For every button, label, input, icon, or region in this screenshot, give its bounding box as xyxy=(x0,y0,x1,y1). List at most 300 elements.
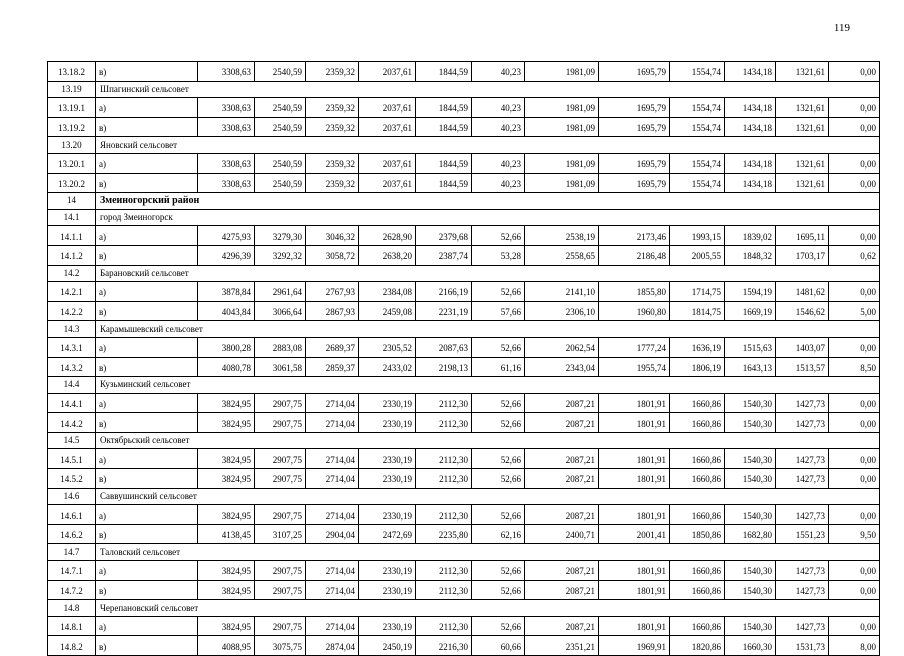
table-cell-value: 1551,23 xyxy=(776,524,829,544)
row-code: 14.5 xyxy=(48,432,96,449)
table-cell-value: 2538,19 xyxy=(525,226,599,246)
table-cell-value: 3824,95 xyxy=(198,616,255,636)
table-cell-value: 2198,13 xyxy=(416,357,472,377)
row-code: 14.8.2 xyxy=(48,636,96,656)
table-cell-value: 2384,08 xyxy=(359,282,416,302)
table-cell-value: 1434,18 xyxy=(725,173,776,193)
table-cell-value: 1660,86 xyxy=(670,469,725,489)
table-cell-value: 2359,32 xyxy=(306,173,359,193)
table-cell-value: 2874,04 xyxy=(306,636,359,656)
table-cell-value: 2037,61 xyxy=(359,153,416,173)
table-cell-value: 2330,19 xyxy=(359,580,416,600)
table-cell-value: 61,16 xyxy=(472,357,525,377)
table-row xyxy=(48,505,880,525)
table-cell-value: 1321,61 xyxy=(776,173,829,193)
table-cell-value: 0,00 xyxy=(829,153,880,173)
table-cell-value: 2037,61 xyxy=(359,117,416,137)
table-cell-value: 2330,19 xyxy=(359,616,416,636)
section-name: Кузьминский сельсовет xyxy=(96,377,880,394)
table-cell-value: 2087,21 xyxy=(525,469,599,489)
table-cell-value: 2037,61 xyxy=(359,173,416,193)
row-subtype: а) xyxy=(96,449,198,469)
table-cell-value: 2112,30 xyxy=(416,580,472,600)
table-cell-value: 4043,84 xyxy=(198,301,255,321)
table-cell-value: 4275,93 xyxy=(198,226,255,246)
table-cell-value: 0,00 xyxy=(829,282,880,302)
table-cell-value: 1801,91 xyxy=(599,580,670,600)
table-row xyxy=(48,561,880,581)
section-name: Таловский сельсовет xyxy=(96,544,880,561)
table-cell-value: 2231,19 xyxy=(416,301,472,321)
row-code: 14.3 xyxy=(48,321,96,338)
table-cell-value: 1660,30 xyxy=(725,636,776,656)
table-row xyxy=(48,117,880,137)
table-cell-value: 2904,04 xyxy=(306,524,359,544)
table-cell-value: 3308,63 xyxy=(198,153,255,173)
table-cell-value: 62,16 xyxy=(472,524,525,544)
table-cell-value: 2112,30 xyxy=(416,561,472,581)
row-code: 14.2.2 xyxy=(48,301,96,321)
table-cell-value: 1434,18 xyxy=(725,62,776,82)
table-cell-value: 1993,15 xyxy=(670,226,725,246)
row-subtype: в) xyxy=(96,524,198,544)
table-row xyxy=(48,616,880,636)
section-name: Октябрьский сельсовет xyxy=(96,432,880,449)
table-cell-value: 3308,63 xyxy=(198,117,255,137)
table-cell-value: 1427,73 xyxy=(776,469,829,489)
table-cell-value: 3066,64 xyxy=(255,301,306,321)
row-code: 13.20 xyxy=(48,137,96,154)
table-cell-value: 1531,73 xyxy=(776,636,829,656)
table-cell-value: 2714,04 xyxy=(306,505,359,525)
table-cell-value: 2714,04 xyxy=(306,413,359,433)
row-code: 14 xyxy=(48,193,96,210)
table-cell-value: 2359,32 xyxy=(306,98,359,118)
table-cell-value: 2387,74 xyxy=(416,245,472,265)
row-code: 14.5.2 xyxy=(48,469,96,489)
table-cell-value: 2714,04 xyxy=(306,580,359,600)
table-cell-value: 1434,18 xyxy=(725,98,776,118)
section-header-row xyxy=(48,432,880,449)
table-cell-value: 1540,30 xyxy=(725,561,776,581)
table-cell-value: 2558,65 xyxy=(525,245,599,265)
section-name: Карамышевский сельсовет xyxy=(96,321,880,338)
table-cell-value: 2112,30 xyxy=(416,616,472,636)
row-code: 13.19.2 xyxy=(48,117,96,137)
row-subtype: а) xyxy=(96,153,198,173)
table-cell-value: 60,66 xyxy=(472,636,525,656)
row-subtype: а) xyxy=(96,505,198,525)
table-row xyxy=(48,636,880,656)
table-cell-value: 2112,30 xyxy=(416,469,472,489)
table-cell-value: 2005,55 xyxy=(670,245,725,265)
table-cell-value: 1594,19 xyxy=(725,282,776,302)
table-cell-value: 0,00 xyxy=(829,505,880,525)
row-code: 14.5.1 xyxy=(48,449,96,469)
table-cell-value: 2907,75 xyxy=(255,561,306,581)
table-cell-value: 1844,59 xyxy=(416,62,472,82)
row-code: 14.1.2 xyxy=(48,245,96,265)
row-subtype: а) xyxy=(96,393,198,413)
table-cell-value: 3824,95 xyxy=(198,561,255,581)
table-cell-value: 2330,19 xyxy=(359,413,416,433)
table-cell-value: 1695,79 xyxy=(599,98,670,118)
table-cell-value: 1434,18 xyxy=(725,117,776,137)
table-cell-value: 2907,75 xyxy=(255,449,306,469)
table-cell-value: 2714,04 xyxy=(306,561,359,581)
row-code: 14.6.2 xyxy=(48,524,96,544)
table-cell-value: 2689,37 xyxy=(306,337,359,357)
table-cell-value: 1777,24 xyxy=(599,337,670,357)
table-cell-value: 2540,59 xyxy=(255,173,306,193)
table-cell-value: 3824,95 xyxy=(198,580,255,600)
table-cell-value: 2112,30 xyxy=(416,413,472,433)
table-cell-value: 52,66 xyxy=(472,449,525,469)
table-row xyxy=(48,282,880,302)
table-cell-value: 0,00 xyxy=(829,337,880,357)
table-cell-value: 3824,95 xyxy=(198,393,255,413)
table-cell-value: 2714,04 xyxy=(306,616,359,636)
row-code: 14.2.1 xyxy=(48,282,96,302)
table-cell-value: 2540,59 xyxy=(255,62,306,82)
page-number: 119 xyxy=(833,22,850,34)
table-cell-value: 1403,07 xyxy=(776,337,829,357)
table-cell-value: 52,66 xyxy=(472,561,525,581)
table-cell-value: 52,66 xyxy=(472,393,525,413)
table-cell-value: 2330,19 xyxy=(359,561,416,581)
table-cell-value: 52,66 xyxy=(472,505,525,525)
district-header-row xyxy=(48,193,880,210)
table-cell-value: 0,00 xyxy=(829,561,880,581)
table-cell-value: 2459,08 xyxy=(359,301,416,321)
row-code: 14.4.1 xyxy=(48,393,96,413)
table-cell-value: 2305,52 xyxy=(359,337,416,357)
table-row xyxy=(48,449,880,469)
table-cell-value: 0,00 xyxy=(829,173,880,193)
row-subtype: а) xyxy=(96,561,198,581)
table-cell-value: 0,00 xyxy=(829,580,880,600)
table-cell-value: 2907,75 xyxy=(255,413,306,433)
table-cell-value: 4138,45 xyxy=(198,524,255,544)
table-cell-value: 1669,19 xyxy=(725,301,776,321)
table-cell-value: 0,00 xyxy=(829,616,880,636)
table-cell-value: 1554,74 xyxy=(670,62,725,82)
table-cell-value: 1481,62 xyxy=(776,282,829,302)
table-cell-value: 2037,61 xyxy=(359,62,416,82)
table-cell-value: 2714,04 xyxy=(306,393,359,413)
table-cell-value: 1427,73 xyxy=(776,393,829,413)
table-cell-value: 3075,75 xyxy=(255,636,306,656)
section-header-row xyxy=(48,544,880,561)
table-row xyxy=(48,357,880,377)
table-cell-value: 1844,59 xyxy=(416,173,472,193)
table-cell-value: 1806,19 xyxy=(670,357,725,377)
table-cell-value: 52,66 xyxy=(472,282,525,302)
table-cell-value: 1660,86 xyxy=(670,393,725,413)
table-cell-value: 1955,74 xyxy=(599,357,670,377)
row-subtype: в) xyxy=(96,173,198,193)
table-cell-value: 1643,13 xyxy=(725,357,776,377)
table-cell-value: 2062,54 xyxy=(525,337,599,357)
table-cell-value: 52,66 xyxy=(472,469,525,489)
table-cell-value: 1695,79 xyxy=(599,117,670,137)
table-cell-value: 1660,86 xyxy=(670,616,725,636)
table-cell-value: 2087,21 xyxy=(525,616,599,636)
table-cell-value: 1540,30 xyxy=(725,413,776,433)
table-cell-value: 1981,09 xyxy=(525,173,599,193)
table-cell-value: 1554,74 xyxy=(670,173,725,193)
table-cell-value: 2235,80 xyxy=(416,524,472,544)
row-code: 13.20.2 xyxy=(48,173,96,193)
table-cell-value: 1554,74 xyxy=(670,98,725,118)
table-cell-value: 40,23 xyxy=(472,173,525,193)
table-cell-value: 2330,19 xyxy=(359,469,416,489)
table-cell-value: 2359,32 xyxy=(306,153,359,173)
row-subtype: в) xyxy=(96,245,198,265)
table-cell-value: 1981,09 xyxy=(525,117,599,137)
table-cell-value: 5,00 xyxy=(829,301,880,321)
row-code: 14.3.1 xyxy=(48,337,96,357)
table-row xyxy=(48,337,880,357)
table-cell-value: 1801,91 xyxy=(599,393,670,413)
row-subtype: в) xyxy=(96,636,198,656)
table-cell-value: 1801,91 xyxy=(599,469,670,489)
table-row xyxy=(48,62,880,82)
row-code: 14.2 xyxy=(48,265,96,282)
table-cell-value: 8,00 xyxy=(829,636,880,656)
table-cell-value: 2112,30 xyxy=(416,393,472,413)
table-cell-value: 2907,75 xyxy=(255,616,306,636)
table-cell-value: 1540,30 xyxy=(725,449,776,469)
row-code: 14.4 xyxy=(48,377,96,394)
table-cell-value: 1801,91 xyxy=(599,505,670,525)
row-code: 14.1 xyxy=(48,209,96,226)
table-cell-value: 1682,80 xyxy=(725,524,776,544)
row-subtype: а) xyxy=(96,616,198,636)
table-cell-value: 0,00 xyxy=(829,98,880,118)
table-cell-value: 53,28 xyxy=(472,245,525,265)
table-cell-value: 1434,18 xyxy=(725,153,776,173)
table-cell-value: 3800,28 xyxy=(198,337,255,357)
table-cell-value: 3824,95 xyxy=(198,413,255,433)
table-cell-value: 1981,09 xyxy=(525,153,599,173)
table-row xyxy=(48,98,880,118)
table-row xyxy=(48,301,880,321)
section-header-row xyxy=(48,137,880,154)
table-cell-value: 2628,90 xyxy=(359,226,416,246)
table-cell-value: 0,00 xyxy=(829,393,880,413)
table-cell-value: 2867,93 xyxy=(306,301,359,321)
table-cell-value: 1546,62 xyxy=(776,301,829,321)
row-subtype: в) xyxy=(96,580,198,600)
table-cell-value: 2087,21 xyxy=(525,505,599,525)
table-cell-value: 9,50 xyxy=(829,524,880,544)
table-cell-value: 2330,19 xyxy=(359,393,416,413)
table-cell-value: 1321,61 xyxy=(776,98,829,118)
table-cell-value: 2379,68 xyxy=(416,226,472,246)
section-name: Саввушинский сельсовет xyxy=(96,488,880,505)
row-subtype: в) xyxy=(96,301,198,321)
table-row xyxy=(48,469,880,489)
table-cell-value: 1321,61 xyxy=(776,117,829,137)
table-cell-value: 1714,75 xyxy=(670,282,725,302)
table-cell-value: 1844,59 xyxy=(416,117,472,137)
table-cell-value: 3046,32 xyxy=(306,226,359,246)
table-cell-value: 1844,59 xyxy=(416,98,472,118)
table-cell-value: 3107,25 xyxy=(255,524,306,544)
section-header-row xyxy=(48,265,880,282)
table-cell-value: 3878,84 xyxy=(198,282,255,302)
table-cell-value: 1513,57 xyxy=(776,357,829,377)
table-cell-value: 1427,73 xyxy=(776,580,829,600)
table-cell-value: 4088,95 xyxy=(198,636,255,656)
table-body xyxy=(48,62,880,656)
table-cell-value: 1427,73 xyxy=(776,505,829,525)
table-cell-value: 0,00 xyxy=(829,226,880,246)
table-cell-value: 1839,02 xyxy=(725,226,776,246)
table-row xyxy=(48,173,880,193)
table-cell-value: 2186,48 xyxy=(599,245,670,265)
table-cell-value: 2001,41 xyxy=(599,524,670,544)
table-cell-value: 1540,30 xyxy=(725,616,776,636)
table-cell-value: 2400,71 xyxy=(525,524,599,544)
table-cell-value: 2216,30 xyxy=(416,636,472,656)
row-code: 14.6 xyxy=(48,488,96,505)
table-cell-value: 2359,32 xyxy=(306,62,359,82)
table-cell-value: 2112,30 xyxy=(416,449,472,469)
table-cell-value: 0,00 xyxy=(829,449,880,469)
table-cell-value: 52,66 xyxy=(472,616,525,636)
section-name: город Змеиногорск xyxy=(96,209,880,226)
table-cell-value: 1801,91 xyxy=(599,616,670,636)
row-subtype: в) xyxy=(96,117,198,137)
table-cell-value: 1981,09 xyxy=(525,62,599,82)
table-cell-value: 1981,09 xyxy=(525,98,599,118)
table-cell-value: 2859,37 xyxy=(306,357,359,377)
table-cell-value: 1321,61 xyxy=(776,153,829,173)
table-cell-value: 3061,58 xyxy=(255,357,306,377)
table-cell-value: 2087,21 xyxy=(525,561,599,581)
table-cell-value: 2472,69 xyxy=(359,524,416,544)
table-cell-value: 1695,79 xyxy=(599,173,670,193)
table-cell-value: 1960,80 xyxy=(599,301,670,321)
table-cell-value: 2351,21 xyxy=(525,636,599,656)
table-cell-value: 2540,59 xyxy=(255,153,306,173)
table-cell-value: 0,00 xyxy=(829,469,880,489)
table-cell-value: 2907,75 xyxy=(255,393,306,413)
table-cell-value: 2714,04 xyxy=(306,469,359,489)
table-cell-value: 3824,95 xyxy=(198,505,255,525)
table-cell-value: 2961,64 xyxy=(255,282,306,302)
table-cell-value: 1695,79 xyxy=(599,62,670,82)
table-cell-value: 2540,59 xyxy=(255,98,306,118)
row-subtype: а) xyxy=(96,226,198,246)
district-name: Змеиногорский район xyxy=(96,193,880,210)
table-cell-value: 0,00 xyxy=(829,62,880,82)
row-code: 13.18.2 xyxy=(48,62,96,82)
table-cell-value: 1660,86 xyxy=(670,449,725,469)
table-cell-value: 3308,63 xyxy=(198,173,255,193)
row-subtype: а) xyxy=(96,98,198,118)
table-cell-value: 2907,75 xyxy=(255,505,306,525)
table-cell-value: 1554,74 xyxy=(670,153,725,173)
table-cell-value: 1969,91 xyxy=(599,636,670,656)
table-cell-value: 52,66 xyxy=(472,580,525,600)
row-code: 14.6.1 xyxy=(48,505,96,525)
table-cell-value: 2330,19 xyxy=(359,449,416,469)
table-cell-value: 2433,02 xyxy=(359,357,416,377)
table-cell-value: 2112,30 xyxy=(416,505,472,525)
section-header-row xyxy=(48,209,880,226)
section-name: Барановский сельсовет xyxy=(96,265,880,282)
table-cell-value: 1801,91 xyxy=(599,561,670,581)
row-subtype: а) xyxy=(96,337,198,357)
table-cell-value: 3292,32 xyxy=(255,245,306,265)
table-cell-value: 2450,19 xyxy=(359,636,416,656)
table-cell-value: 3308,63 xyxy=(198,98,255,118)
table-cell-value: 1321,61 xyxy=(776,62,829,82)
table-cell-value: 2173,46 xyxy=(599,226,670,246)
table-cell-value: 4296,39 xyxy=(198,245,255,265)
section-name: Шпагинский сельсовет xyxy=(96,81,880,98)
section-header-row xyxy=(48,600,880,617)
table-cell-value: 1636,19 xyxy=(670,337,725,357)
table-row xyxy=(48,226,880,246)
table-row xyxy=(48,524,880,544)
row-code: 14.8.1 xyxy=(48,616,96,636)
table-cell-value: 1515,63 xyxy=(725,337,776,357)
table-cell-value: 2907,75 xyxy=(255,469,306,489)
table-cell-value: 8,50 xyxy=(829,357,880,377)
table-cell-value: 52,66 xyxy=(472,413,525,433)
table-cell-value: 2087,63 xyxy=(416,337,472,357)
row-code: 14.1.1 xyxy=(48,226,96,246)
table-cell-value: 0,00 xyxy=(829,413,880,433)
table-cell-value: 2883,08 xyxy=(255,337,306,357)
row-subtype: в) xyxy=(96,469,198,489)
table-cell-value: 2540,59 xyxy=(255,117,306,137)
table-cell-value: 2330,19 xyxy=(359,505,416,525)
table-cell-value: 3308,63 xyxy=(198,62,255,82)
row-code: 14.4.2 xyxy=(48,413,96,433)
table-cell-value: 40,23 xyxy=(472,98,525,118)
row-subtype: в) xyxy=(96,357,198,377)
table-cell-value: 1801,91 xyxy=(599,413,670,433)
table-cell-value: 3058,72 xyxy=(306,245,359,265)
table-cell-value: 1855,80 xyxy=(599,282,670,302)
row-code: 14.3.2 xyxy=(48,357,96,377)
table-cell-value: 2767,93 xyxy=(306,282,359,302)
table-cell-value: 52,66 xyxy=(472,226,525,246)
row-subtype: а) xyxy=(96,282,198,302)
table-cell-value: 1814,75 xyxy=(670,301,725,321)
table-cell-value: 2907,75 xyxy=(255,580,306,600)
section-header-row xyxy=(48,321,880,338)
table-cell-value: 40,23 xyxy=(472,117,525,137)
table-cell-value: 4080,78 xyxy=(198,357,255,377)
table-cell-value: 1540,30 xyxy=(725,505,776,525)
table-cell-value: 2087,21 xyxy=(525,580,599,600)
table-cell-value: 1540,30 xyxy=(725,469,776,489)
table-cell-value: 1660,86 xyxy=(670,580,725,600)
table-cell-value: 3279,30 xyxy=(255,226,306,246)
section-header-row xyxy=(48,81,880,98)
table-cell-value: 2359,32 xyxy=(306,117,359,137)
table-cell-value: 1820,86 xyxy=(670,636,725,656)
table-cell-value: 2087,21 xyxy=(525,449,599,469)
table-row xyxy=(48,413,880,433)
table-cell-value: 1660,86 xyxy=(670,505,725,525)
